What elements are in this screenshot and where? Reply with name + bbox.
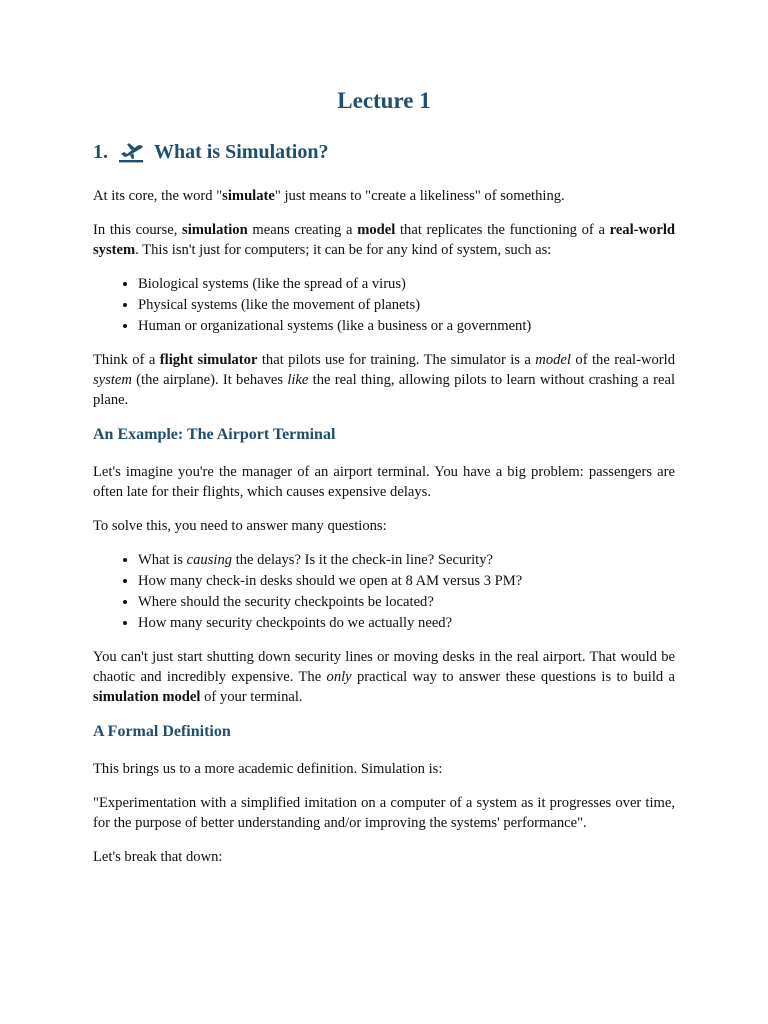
paragraph-simulation-model: In this course, simulation means creating a model that replicates the functioning of a real-world system. This isn't just for computers; it can be for any kind of system, such as: bbox=[93, 222, 675, 258]
list-item: • How many check-in desks should we open at 8 AM versus 3 PM? bbox=[138, 571, 675, 591]
list-item: • Human or organizational systems (like a business or a government) bbox=[138, 316, 675, 336]
term-simulation: simulation bbox=[182, 222, 248, 238]
term-model: model bbox=[357, 222, 396, 238]
section-heading-what-is-simulation bbox=[93, 138, 675, 166]
paragraph-break-down: Let's break that down: bbox=[93, 849, 223, 865]
airplane-departure-icon bbox=[118, 141, 144, 163]
paragraph-simulate-meaning: At its core, the word "simulate" just means to "create a likeliness" of something. bbox=[93, 188, 565, 204]
paragraph-definition-quote: "Experimentation with a simplified imitation on a computer of a system as it progresses over time, for the purpose of better understanding and/or improving the systems' performance". bbox=[93, 795, 675, 831]
system-types-list bbox=[93, 274, 675, 336]
page-title: Lecture 1 bbox=[337, 88, 431, 113]
section-heading-text: What is Simulation? bbox=[154, 141, 329, 163]
term-simulate: simulate bbox=[222, 188, 275, 204]
subheading-formal-definition: A Formal Definition bbox=[93, 723, 231, 740]
paragraph-flight-simulator: Think of a flight simulator that pilots use for training. The simulator is a model of the real-world system (the airplane). It behaves like the real thing, allowing pilots to learn without crashing a real plane. bbox=[93, 352, 676, 408]
term-simulation-model: simulation model bbox=[93, 689, 201, 705]
list-item: • How many security checkpoints do we actually need? bbox=[138, 613, 675, 633]
term-real-world-system: real-world system bbox=[93, 222, 675, 258]
list-item: • Where should the security checkpoints be located? bbox=[138, 592, 675, 612]
term-flight-simulator: flight simulator bbox=[159, 352, 258, 368]
paragraph-build-model: You can't just start shutting down security lines or moving desks in the real airport. That would be chaotic and incredibly expensive. The only practical way to answer these questions is to build a simulation model of your terminal. bbox=[93, 649, 675, 705]
section-number: 1. bbox=[93, 141, 108, 163]
subheading-airport-terminal: An Example: The Airport Terminal bbox=[93, 426, 336, 443]
list-item: • Biological systems (like the spread of a virus) bbox=[138, 274, 675, 294]
list-item: • Physical systems (like the movement of planets) bbox=[138, 295, 675, 315]
paragraph-questions-intro: To solve this, you need to answer many questions: bbox=[93, 518, 387, 534]
questions-list bbox=[93, 550, 675, 633]
paragraph-academic-intro: This brings us to a more academic definition. Simulation is: bbox=[93, 761, 443, 777]
paragraph-airport-problem: Let's imagine you're the manager of an airport terminal. You have a big problem: passengers are often late for their flights, which causes expensive delays. bbox=[93, 464, 675, 500]
list-item: • What is causing the delays? Is it the check-in line? Security? bbox=[138, 550, 675, 570]
